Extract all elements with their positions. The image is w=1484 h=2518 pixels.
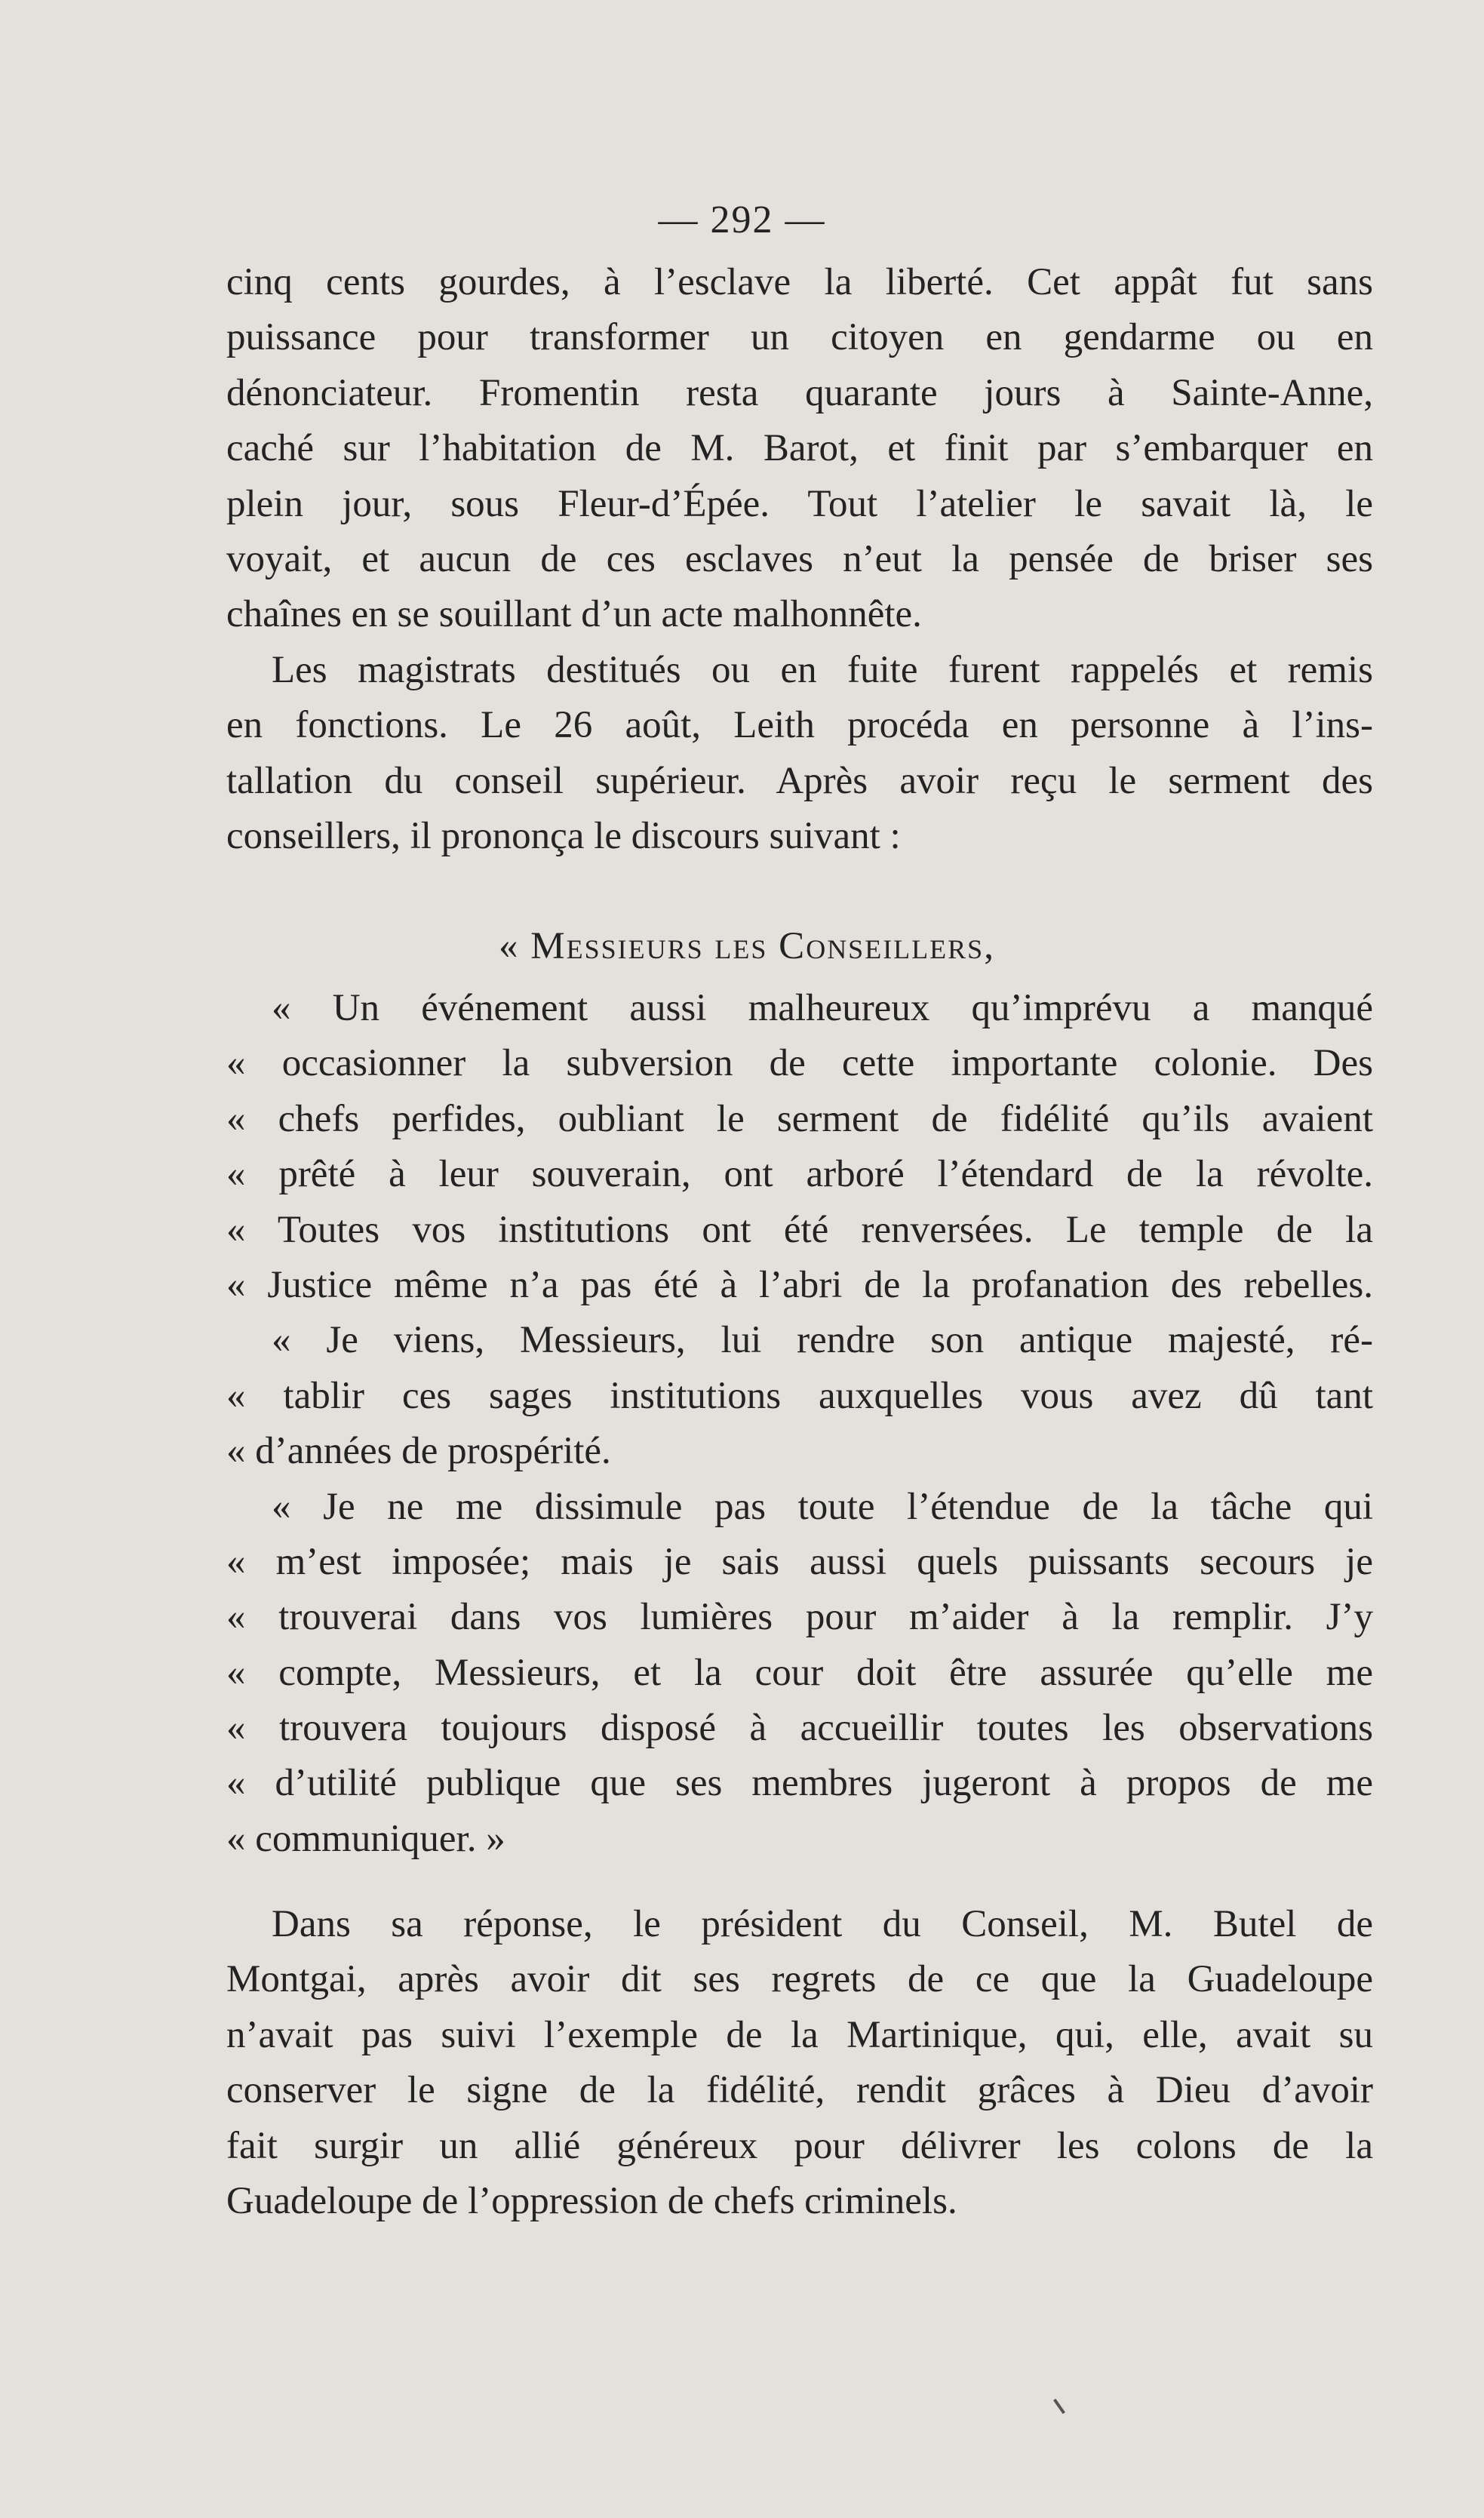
speech-line: « communiquer. » [226,1817,505,1860]
text-line: voyait, et aucun de ces esclaves n’eut la pensée de briser ses [226,537,1373,580]
speech-line: « occasionner la subversion de cette importante colonie. Des [226,1042,1373,1085]
paragraph-2 [226,643,1373,865]
paragraph-3 [226,1897,1373,2229]
text-line: puissance pour transformer un citoyen en gendarme ou en [226,316,1373,359]
page-number: — 292 — [658,198,826,241]
speech-line: « d’années de prospérité. [226,1430,611,1473]
text-line: Montgai, après avoir dit ses regrets de ce que la Guadeloupe [226,1958,1373,2001]
text-line: plein jour, sous Fleur-d’Épée. Tout l’atelier le savait là, le [226,482,1373,525]
speech-line: « d’utilité publique que ses membres jugeront à propos de me [226,1762,1373,1805]
speech-line: « Je viens, Messieurs, lui rendre son antique majesté, ré- [272,1319,1373,1362]
text-line: en fonctions. Le 26 août, Leith procéda en personne à l’ins- [226,704,1373,747]
speech-line: « m’est imposée; mais je sais aussi quels puissants secours je [226,1540,1373,1583]
speech-line: « chefs perfides, oubliant le serment de fidélité qu’ils avaient [226,1097,1373,1140]
text-line: Dans sa réponse, le président du Conseil, M. Butel de [272,1903,1373,1945]
text-line: caché sur l’habitation de M. Barot, et finit par s’embarquer en [226,427,1373,470]
text-line: cinq cents gourdes, à l’esclave la liberté. Cet appât fut sans [226,261,1373,303]
text-line: Les magistrats destitués ou en fuite furent rappelés et remis [272,649,1373,691]
speech-line: « tablir ces sages institutions auxquelles vous avez dû tant [226,1374,1373,1417]
ink-speck [1053,2399,1065,2414]
speech-line: « Un événement aussi malheureux qu’imprévu a manqué [272,987,1373,1029]
speech-salutation: « Messieurs les Conseillers, [499,925,995,967]
speech-line: « Toutes vos institutions ont été renversées. Le temple de la [226,1208,1373,1251]
speech-line: « compte, Messieurs, et la cour doit être assurée qu’elle me [226,1651,1373,1694]
text-line: Guadeloupe de l’oppression de chefs criminels. [226,2179,957,2222]
text-line: tallation du conseil supérieur. Après avoir reçu le serment des [226,759,1373,802]
text-line: n’avait pas suivi l’exemple de la Martinique, qui, elle, avait su [226,2013,1373,2056]
speech-line: « trouverai dans vos lumières pour m’aider à la remplir. J’y [226,1596,1373,1639]
speech-line: « prêté à leur souverain, ont arboré l’étendard de la révolte. [226,1153,1373,1196]
speech-line: « Justice même n’a pas été à l’abri de la profanation des rebelles. [226,1263,1373,1306]
text-line: conserver le signe de la fidélité, rendit grâces à Dieu d’avoir [226,2069,1373,2112]
speech-salutation-block [226,919,1373,974]
speech [226,981,1373,1867]
speech-line: « Je ne me dissimule pas toute l’étendue de la tâche qui [272,1485,1373,1528]
speech-line: « trouvera toujours disposé à accueillir toutes les observations [226,1707,1373,1750]
text-line: chaînes en se souillant d’un acte malhonnête. [226,593,922,636]
text-line: fait surgir un allié généreux pour délivrer les colons de la [226,2124,1373,2167]
paragraph-1 [226,255,1373,643]
text-line: conseillers, il prononça le discours suivant : [226,815,901,858]
text-line: dénonciateur. Fromentin resta quarante jours à Sainte-Anne, [226,371,1373,414]
